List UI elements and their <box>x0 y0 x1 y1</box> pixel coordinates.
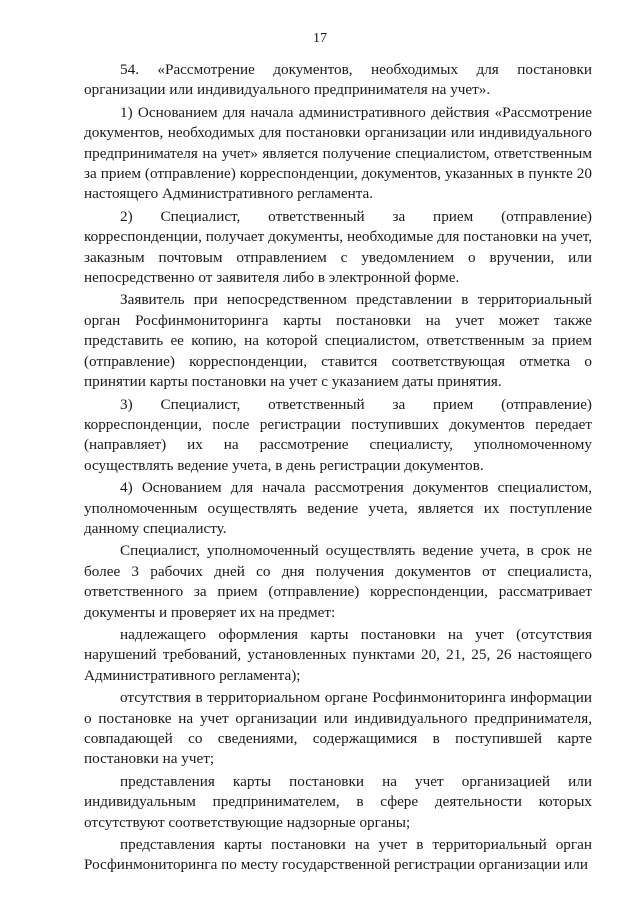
paragraph-applicant-copy: Заявитель при непосредственном представлении в территориальный орган Росфинмониторинга карты постановки на учет может также представить ее копию, на которой специалистом, ответственным за прием (отправление) корреспонденции, ставится соответствующая отметка о принятии карты постановки на учет с указанием даты принятия. <box>84 291 592 391</box>
paragraph-review-term: Специалист, уполномоченный осуществлять ведение учета, в срок не более 3 рабочих дней со дня получения документов от специалиста, ответственного за прием (отправление) корреспонденции, рассматривает документы и проверяет их на предмет: <box>84 542 592 621</box>
page-number: 17 <box>313 31 327 46</box>
paragraph-item-3: 3) Специалист, ответственный за прием (отправление) корреспонденции, после регистрации поступивших документов передает (направляет) их на рассмотрение специалисту, уполномоченному осуществлять ведение учета, в день регистрации документов. <box>84 395 592 474</box>
paragraph-check-supervision: представления карты постановки на учет организацией или индивидуальным предпринимателем, в сфере деятельности которых отсутствуют соответствующие надзорные органы; <box>84 772 592 831</box>
paragraph-section-54: 54. «Рассмотрение документов, необходимых для постановки организации или индивидуального предпринимателя на учет». <box>84 61 592 99</box>
paragraph-check-formatting: надлежащего оформления карты постановки на учет (отсутствия нарушений требований, установленных пунктами 20, 21, 25, 26 настоящего Административного регламента); <box>84 625 592 684</box>
paragraph-check-absence: отсутствия в территориальном органе Росфинмониторинга информации о постановке на учет организации или индивидуального предпринимателя, совпадающей со сведениями, содержащимися в поступившей карте постановки на учет; <box>84 689 592 768</box>
document-body <box>84 60 592 876</box>
paragraph-item-1: 1) Основанием для начала административного действия «Рассмотрение документов, необходимых для постановки организации или индивидуального предпринимателя на учет» является получение специалистом, ответственным за прием (отправление) корреспонденции, документов, указанных в пункте 20 настоящего Административного регламента. <box>84 103 592 203</box>
paragraph-item-4: 4) Основанием для начала рассмотрения документов специалистом, уполномоченным осуществлять ведение учета, является их поступление данному специалисту. <box>84 479 592 537</box>
paragraph-check-location: представления карты постановки на учет в территориальный орган Росфинмониторинга по месту государственной регистрации организации или <box>84 836 592 874</box>
paragraph-item-2: 2) Специалист, ответственный за прием (отправление) корреспонденции, получает документы, необходимые для постановки на учет, заказным почтовым отправлением с уведомлением о вручении, или непосредственно от заявителя либо в электронной форме. <box>84 207 592 287</box>
